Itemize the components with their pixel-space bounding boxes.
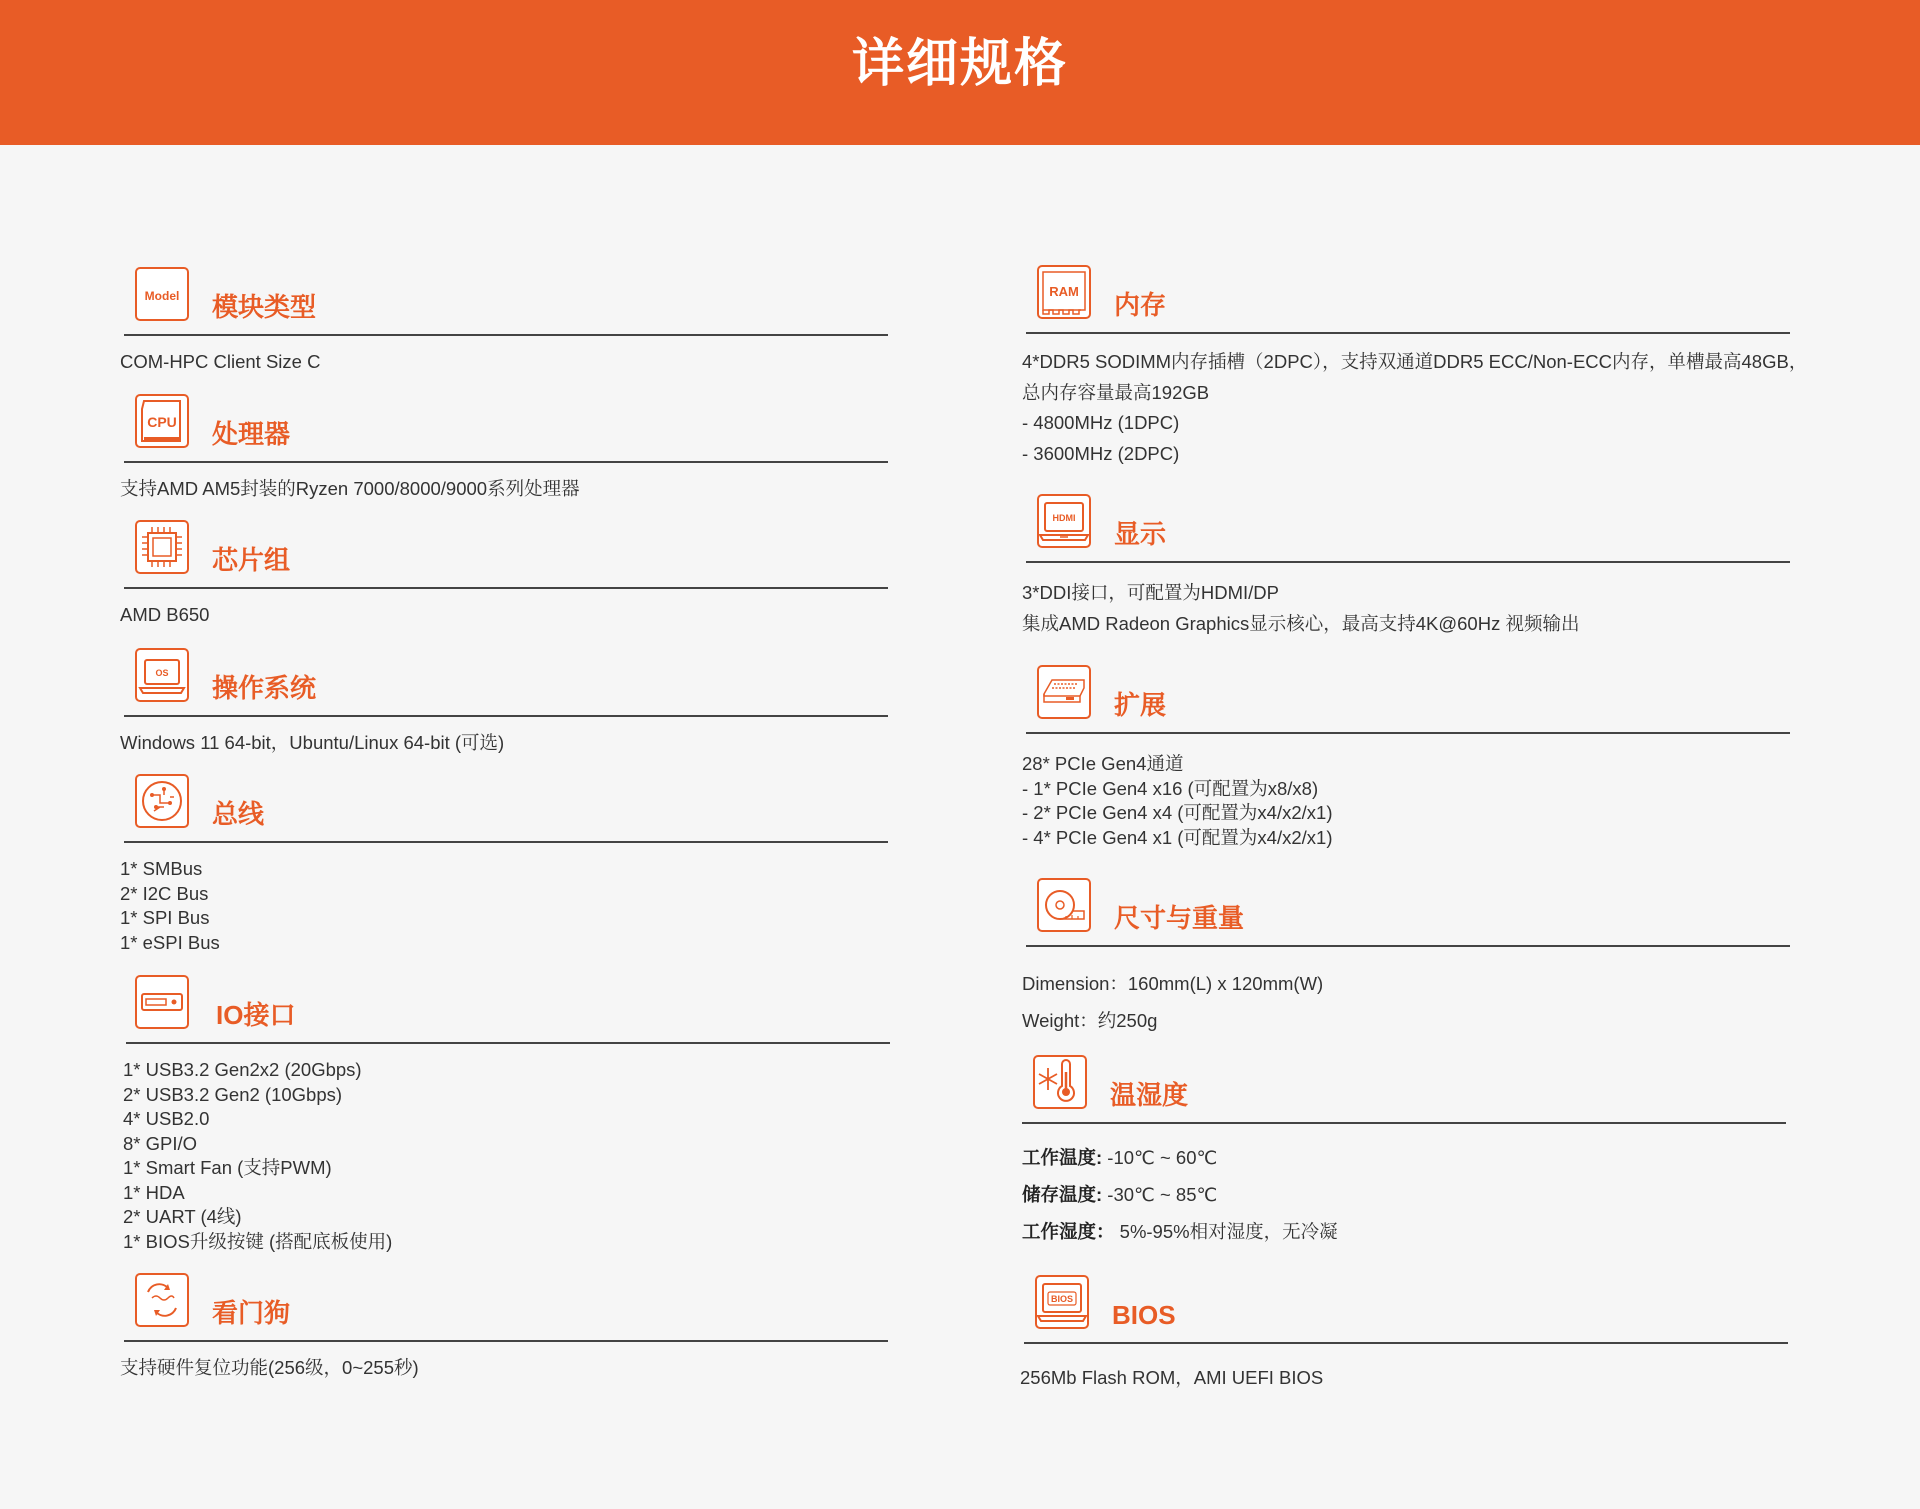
- spec-label: 工作湿度：: [1022, 1221, 1115, 1242]
- spec-line: - 4800MHz (1DPC): [1022, 412, 1180, 433]
- section-body: [120, 1356, 900, 1381]
- spec-line: 4* USB2.0: [123, 1108, 210, 1129]
- section-size: [1022, 877, 1792, 1031]
- section-title: 模块类型: [212, 292, 317, 322]
- expansion-card-icon: [1036, 664, 1092, 720]
- divider: [124, 587, 888, 589]
- spec-line: 256Mb Flash ROM，AMI UEFI BIOS: [1020, 1367, 1324, 1388]
- section-bus: [120, 773, 890, 953]
- spec-label: 工作温度:: [1022, 1147, 1103, 1168]
- section-chipset: [120, 519, 890, 625]
- section-display: [1022, 493, 1792, 634]
- section-title: 处理器: [212, 419, 291, 449]
- divider: [1026, 561, 1790, 563]
- section-body: [1022, 965, 1802, 1039]
- divider: [124, 841, 888, 843]
- spec-value: -10℃ ~ 60℃: [1102, 1147, 1218, 1168]
- section-ram: [1022, 264, 1808, 464]
- section-body: [1022, 347, 1808, 469]
- spec-value: -30℃ ~ 85℃: [1102, 1184, 1218, 1205]
- svg-text:OS: OS: [155, 668, 169, 678]
- svg-text:CPU: CPU: [147, 414, 177, 430]
- chip-icon: [134, 519, 190, 575]
- section-title: 显示: [1114, 519, 1167, 549]
- watchdog-icon: [134, 1272, 190, 1328]
- circuit-icon: [134, 773, 190, 829]
- svg-text:Model: Model: [144, 289, 180, 303]
- spec-line: - 2* PCIe Gen4 x4 (可配置为x4/x2/x1): [1022, 802, 1333, 823]
- spec-line: Dimension：160mm(L) x 120mm(W): [1022, 973, 1324, 994]
- spec-row: [1022, 1213, 1802, 1250]
- spec-label: 储存温度:: [1022, 1184, 1103, 1205]
- section-body: [120, 477, 900, 502]
- divider: [124, 1340, 888, 1342]
- io-port-icon: [134, 974, 190, 1030]
- spec-line: 3*DDI接口，可配置为HDMI/DP: [1022, 582, 1279, 603]
- section-watchdog: [120, 1272, 890, 1378]
- section-title: 芯片组: [212, 545, 291, 575]
- spec-line: 2* I2C Bus: [120, 882, 209, 904]
- spec-line: 1* eSPI Bus: [120, 931, 220, 953]
- divider: [124, 334, 888, 336]
- spec-line: 1* SMBus: [120, 858, 203, 879]
- divider: [1022, 1122, 1786, 1124]
- section-body: [120, 603, 900, 628]
- bios-laptop-icon: [1034, 1274, 1090, 1330]
- divider: [1026, 332, 1790, 334]
- section-body: [1022, 1139, 1802, 1250]
- section-temp: [1018, 1054, 1788, 1242]
- section-os: [120, 647, 890, 753]
- spec-line: 2* USB3.2 Gen2 (10Gbps): [123, 1083, 343, 1105]
- divider: [1026, 945, 1790, 947]
- section-body: [120, 857, 900, 955]
- section-body: [123, 1058, 903, 1254]
- spec-line: 支持AMD AM5封装的Ryzen 7000/8000/9000系列处理器: [120, 478, 580, 499]
- divider: [124, 461, 888, 463]
- spec-line: AMD B650: [120, 604, 210, 625]
- spec-line: 1* Smart Fan (支持PWM): [123, 1157, 332, 1178]
- spec-line: - 3600MHz (2DPC): [1022, 442, 1180, 464]
- page-title: 详细规格: [851, 35, 1068, 93]
- spec-line: 支持硬件复位功能(256级，0~255秒): [120, 1357, 419, 1378]
- laptop-os-icon: [134, 647, 190, 703]
- section-expansion: [1022, 664, 1792, 848]
- spec-line: - 4* PCIe Gen4 x1 (可配置为x4/x2/x1): [1022, 826, 1333, 848]
- thermometer-snow-icon: [1032, 1054, 1088, 1110]
- section-title: 尺寸与重量: [1114, 903, 1245, 933]
- section-body: [1020, 1366, 1800, 1391]
- spec-line: 1* USB3.2 Gen2x2 (20Gbps): [123, 1059, 362, 1080]
- svg-text:RAM: RAM: [1049, 284, 1079, 299]
- section-model: [120, 266, 890, 372]
- section-title: 内存: [1114, 290, 1167, 320]
- spec-line: 1* BIOS升级按键 (搭配底板使用): [123, 1230, 393, 1252]
- section-body: [1022, 578, 1802, 639]
- model-icon: [134, 266, 190, 322]
- tape-measure-icon: [1036, 877, 1092, 933]
- svg-text:HDMI: HDMI: [1052, 513, 1076, 523]
- spec-value: 5%-95%相对湿度，无冷凝: [1114, 1221, 1338, 1242]
- cpu-icon: [134, 393, 190, 449]
- section-title: 温湿度: [1110, 1080, 1189, 1110]
- spec-line: - 1* PCIe Gen4 x16 (可配置为x8/x8): [1022, 777, 1319, 799]
- spec-line: 8* GPI/O: [123, 1132, 198, 1154]
- divider: [1024, 1342, 1788, 1344]
- header-banner: [0, 0, 1920, 145]
- spec-line: 总内存容量最高192GB: [1022, 381, 1210, 403]
- section-title: IO接口: [216, 1000, 296, 1030]
- spec-line: Weight：约250g: [1022, 1010, 1158, 1031]
- ram-icon: [1036, 264, 1092, 320]
- section-title: 看门狗: [212, 1298, 291, 1328]
- section-title: BIOS: [1112, 1300, 1176, 1330]
- spec-line: 4*DDR5 SODIMM内存插槽（2DPC），支持双通道DDR5 ECC/Non-ECC内存，单槽最高48GB，: [1022, 351, 1808, 372]
- spec-line: Windows 11 64-bit，Ubuntu/Linux 64-bit (可选): [120, 732, 505, 753]
- section-bios: [1020, 1274, 1790, 1388]
- section-body: [120, 350, 900, 375]
- spec-line: 集成AMD Radeon Graphics显示核心，最高支持4K@60Hz 视频输出: [1022, 612, 1580, 634]
- spec-line: 28* PCIe Gen4通道: [1022, 753, 1184, 774]
- hdmi-laptop-icon: [1036, 493, 1092, 549]
- spec-row: [1022, 1176, 1802, 1213]
- section-title: 操作系统: [212, 673, 317, 703]
- spec-line: 1* SPI Bus: [120, 907, 210, 928]
- spec-line: 1* HDA: [123, 1181, 185, 1203]
- section-body: [120, 731, 900, 756]
- svg-text:BIOS: BIOS: [1050, 1294, 1074, 1304]
- spec-line: COM-HPC Client Size C: [120, 351, 321, 372]
- spec-row: [1022, 1139, 1802, 1176]
- section-title: 扩展: [1114, 690, 1167, 720]
- section-body: [1022, 752, 1802, 850]
- section-title: 总线: [212, 799, 265, 829]
- divider: [124, 715, 888, 717]
- section-io: [120, 974, 890, 1252]
- divider: [126, 1042, 890, 1044]
- spec-line: 2* UART (4线): [123, 1206, 242, 1227]
- section-cpu: [120, 393, 890, 499]
- divider: [1026, 732, 1790, 734]
